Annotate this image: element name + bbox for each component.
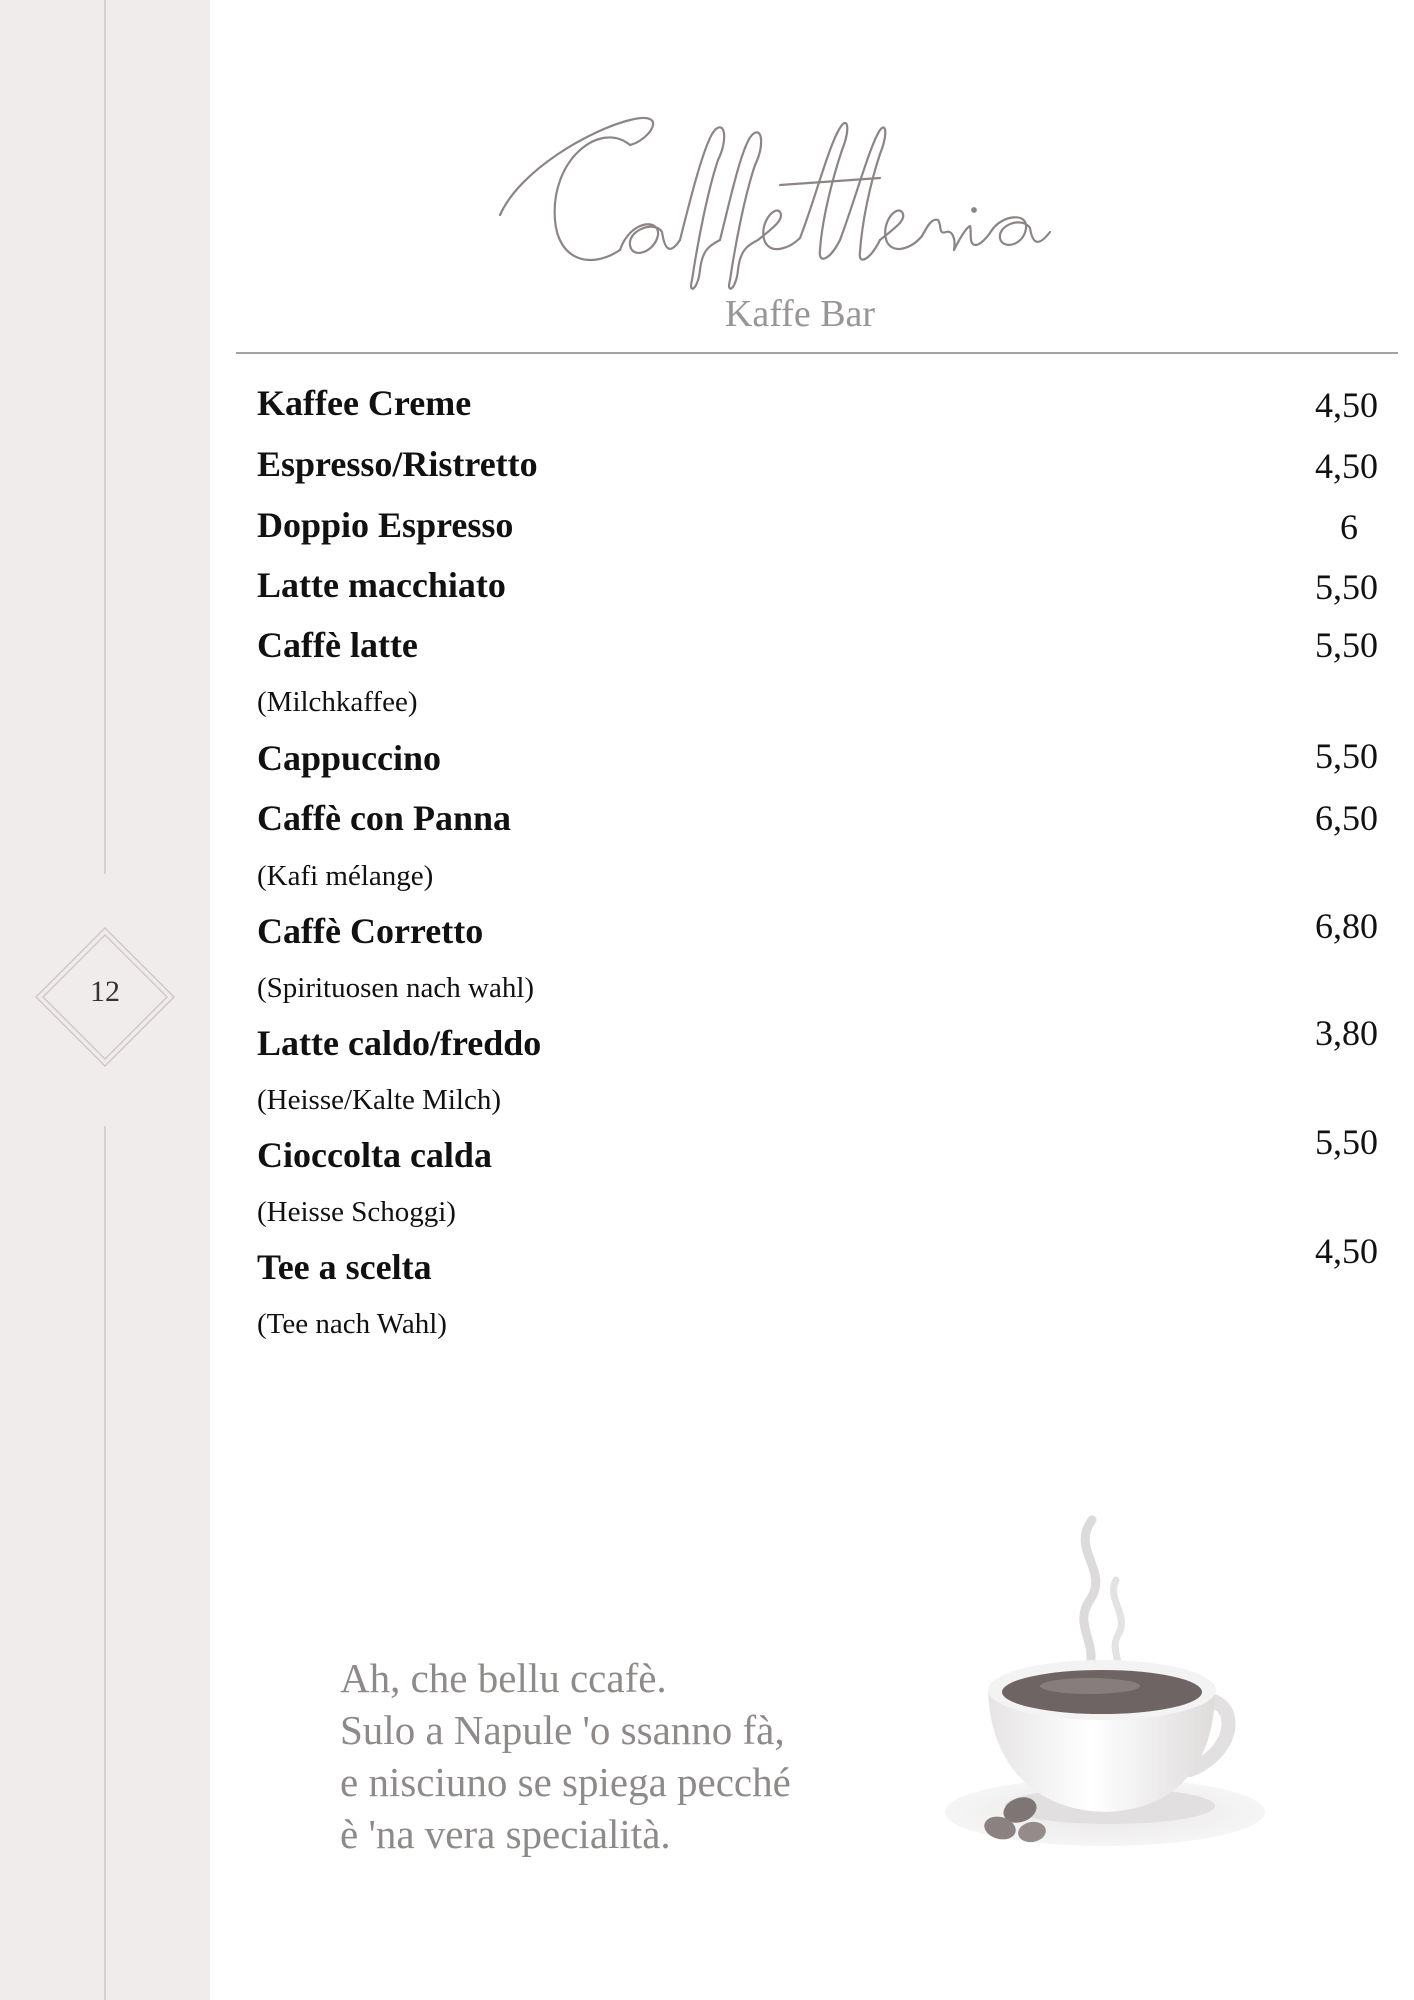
header-divider <box>236 352 1398 354</box>
sidebar-line-bottom <box>104 1126 106 2000</box>
menu-item-price: 6,80 <box>1315 906 1378 946</box>
menu-item-price: 5,50 <box>1315 736 1378 776</box>
quote-line: è 'na vera specialità. <box>340 1811 671 1857</box>
menu-item-price: 5,50 <box>1315 625 1378 665</box>
menu-item-name: Doppio Espresso <box>257 505 514 545</box>
menu-item-name: Caffè Corretto <box>257 911 484 951</box>
menu-item-price: 6 <box>1340 507 1358 547</box>
menu-item-name: Cioccolta calda <box>257 1135 492 1175</box>
menu-item-note: (Heisse Schoggi) <box>257 1196 456 1228</box>
quote-line: e nisciuno se spiega pecché <box>340 1759 791 1805</box>
menu-item-name: Caffè latte <box>257 625 418 665</box>
menu-item-price: 5,50 <box>1315 567 1378 607</box>
menu-item-price: 4,50 <box>1315 385 1378 425</box>
menu-item-name: Cappuccino <box>257 738 442 778</box>
sidebar-line-top <box>104 0 106 874</box>
menu-item-note: (Kafi mélange) <box>257 860 434 892</box>
menu-item-price: 3,80 <box>1315 1013 1378 1053</box>
menu-item-price: 6,50 <box>1315 798 1378 838</box>
menu-item-note: (Spirituosen nach wahl) <box>257 972 535 1004</box>
coffee-cup-icon <box>940 1510 1270 1850</box>
quote-line: Sulo a Napule 'o ssanno fà, <box>340 1707 785 1753</box>
menu-item-note: (Heisse/Kalte Milch) <box>257 1084 502 1116</box>
menu-item-note: (Tee nach Wahl) <box>257 1308 447 1340</box>
menu-item-price: 5,50 <box>1315 1122 1378 1162</box>
menu-item-name: Caffè con Panna <box>257 798 511 838</box>
title-script-logo <box>480 100 1060 290</box>
quote-line: Ah, che bellu ccafè. <box>340 1655 667 1701</box>
menu-item-name: Latte macchiato <box>257 565 506 605</box>
menu-item-name: Latte caldo/freddo <box>257 1023 542 1063</box>
menu-item-price: 4,50 <box>1315 446 1378 486</box>
menu-item-name: Tee a scelta <box>257 1247 432 1287</box>
subtitle: Kaffe Bar <box>724 293 876 335</box>
menu-item-note: (Milchkaffee) <box>257 686 418 718</box>
page-number: 12 <box>90 975 120 1008</box>
menu-item-name: Espresso/Ristretto <box>257 444 538 484</box>
quote <box>340 1652 791 1860</box>
menu-item-price: 4,50 <box>1315 1231 1378 1271</box>
menu-item-name: Kaffee Creme <box>257 383 472 423</box>
